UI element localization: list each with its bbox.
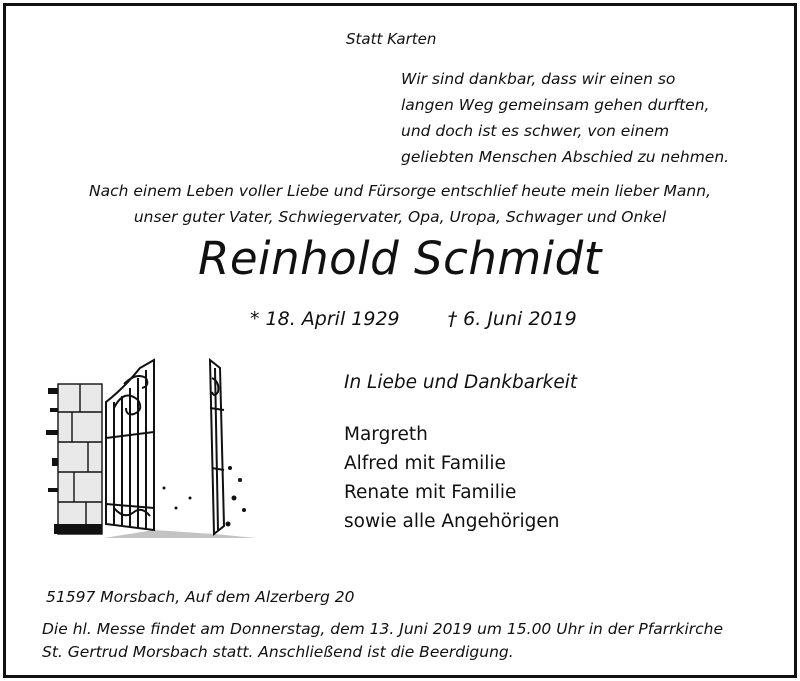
mourner-name: Renate mit Familie: [344, 482, 517, 503]
birth-date: * 18. April 1929: [250, 308, 400, 330]
quote-line: geliebten Menschen Abschied zu nehmen.: [401, 148, 730, 166]
mourners-list: [344, 420, 560, 536]
quote-block: [401, 66, 729, 170]
open-gate-illustration: [44, 348, 256, 538]
intro-line: Nach einem Leben voller Liebe und Fürsorge entschlief heute mein lieber Mann,: [89, 182, 711, 200]
mass-line: St. Gertrud Morsbach statt. Anschließend ist die Beerdigung.: [42, 643, 514, 661]
mourner-name: Margreth: [344, 424, 428, 445]
intro-text: [6, 178, 794, 230]
quote-line: und doch ist es schwer, von einem: [401, 122, 670, 140]
deceased-name: Reinhold Schmidt: [198, 232, 602, 285]
mourner-name: sowie alle Angehörigen: [344, 511, 560, 532]
quote-line: langen Weg gemeinsam gehen durften,: [401, 96, 710, 114]
thanks-text: In Liebe und Dankbarkeit: [344, 372, 578, 393]
death-date: † 6. Juni 2019: [447, 308, 577, 330]
obituary-notice: [3, 3, 797, 678]
intro-line: unser guter Vater, Schwiegervater, Opa, Uropa, Schwager und Onkel: [133, 208, 667, 226]
mass-line: Die hl. Messe findet am Donnerstag, dem 13. Juni 2019 um 15.00 Uhr in der Pfarrkirche: [42, 620, 724, 638]
header-text: Statt Karten: [346, 30, 437, 48]
address-text: 51597 Morsbach, Auf dem Alzerberg 20: [46, 588, 355, 606]
mourner-name: Alfred mit Familie: [344, 453, 506, 474]
mass-info: [42, 618, 723, 664]
life-dates: [250, 308, 577, 330]
quote-line: Wir sind dankbar, dass wir einen so: [401, 70, 676, 88]
